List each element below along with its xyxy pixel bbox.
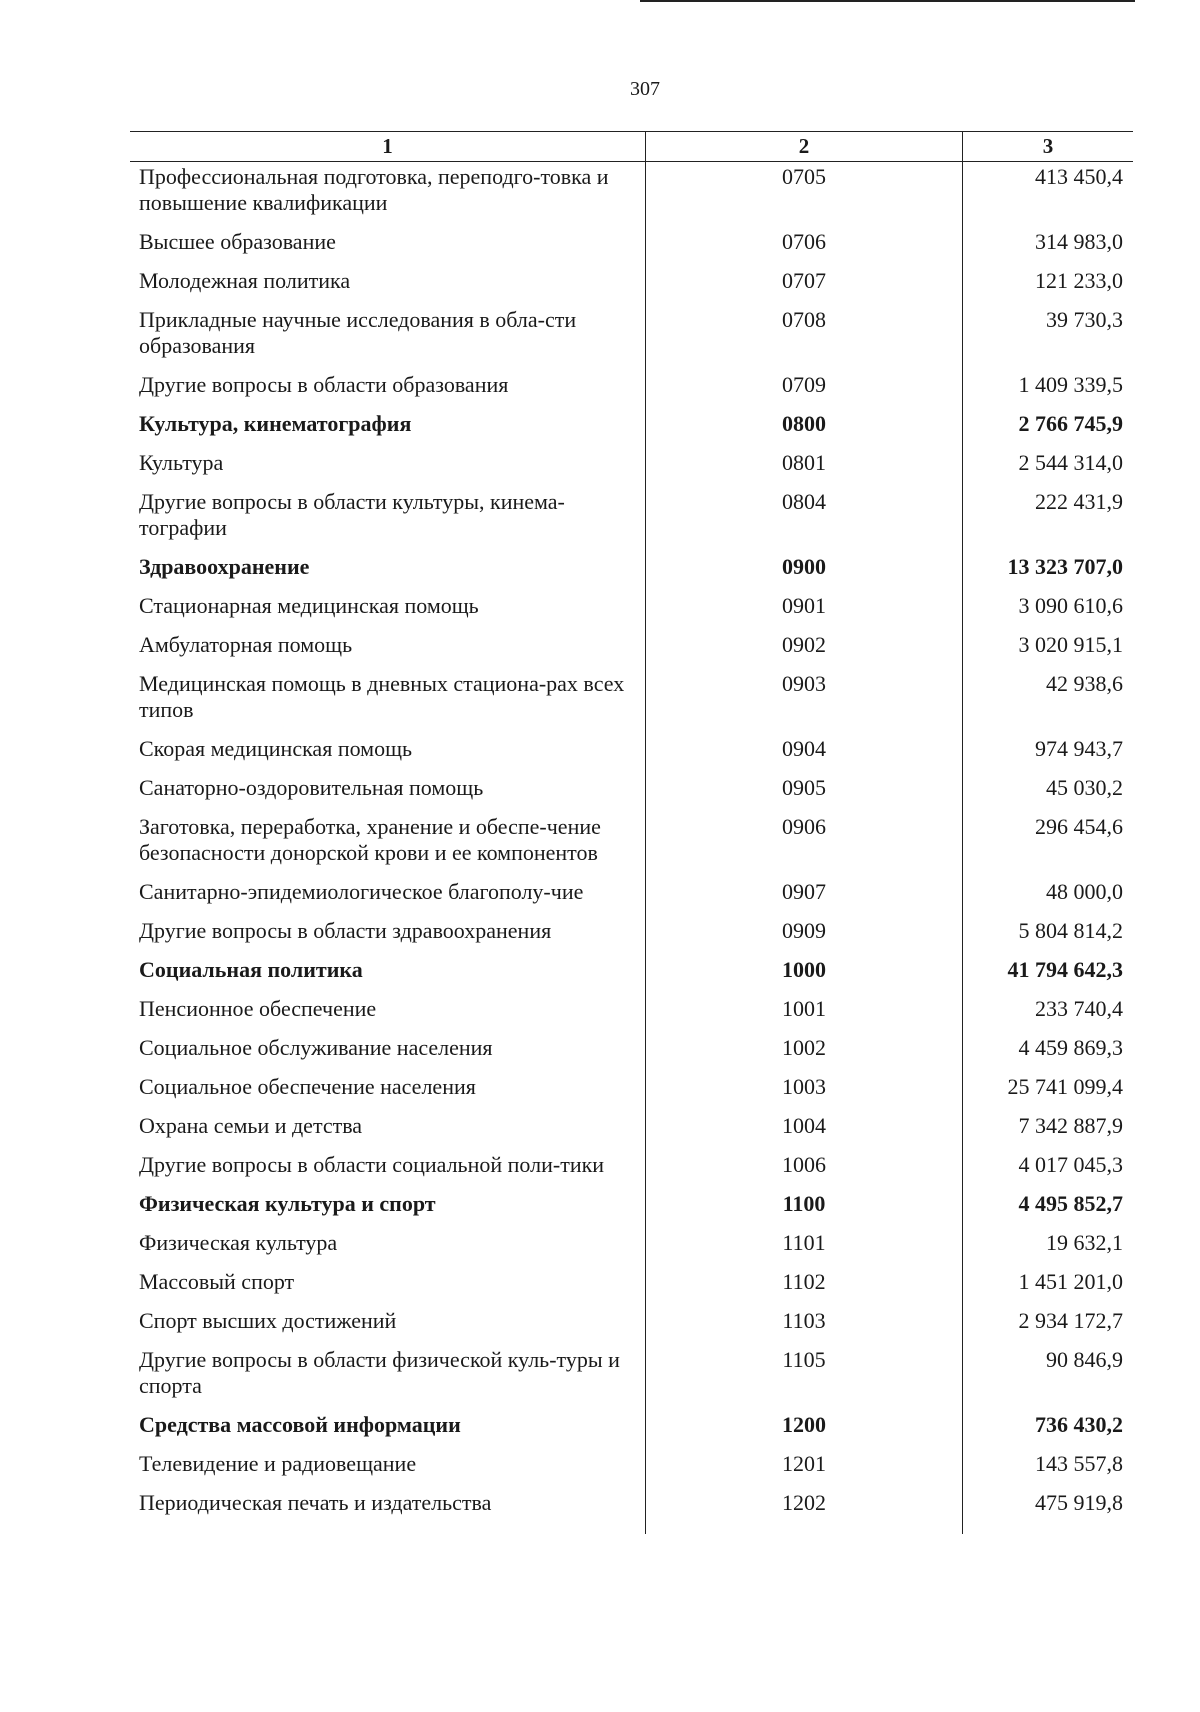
row-name-cell: Стационарная медицинская помощь [139,593,479,618]
row-name-cell: Другие вопросы в области социальной поли-тики [139,1152,605,1177]
row-code-cell: 1100 [645,1189,962,1228]
table-row [130,1033,1133,1072]
row-name-cell: Скорая медицинская помощь [139,736,413,761]
section-row [130,1189,1133,1228]
row-amount-cell: 13 323 707,0 [962,552,1133,591]
row-amount-cell: 121 233,0 [962,266,1133,305]
row-amount-cell: 296 454,6 [962,812,1133,877]
row-amount-cell: 736 430,2 [962,1410,1133,1449]
row-code-cell: 1202 [645,1488,962,1534]
row-code-cell: 0907 [645,877,962,916]
row-amount-cell: 974 943,7 [962,734,1133,773]
row-amount-cell: 143 557,8 [962,1449,1133,1488]
section-row [130,1410,1133,1449]
table-row [130,1150,1133,1189]
row-name-cell: Телевидение и радиовещание [139,1451,417,1476]
row-name-cell: Пенсионное обеспечение [139,996,377,1021]
table-row [130,1228,1133,1267]
row-amount-cell: 314 983,0 [962,227,1133,266]
top-edge-line [640,0,1135,2]
row-code-cell: 1200 [645,1410,962,1449]
row-amount-cell: 2 544 314,0 [962,448,1133,487]
section-row [130,409,1133,448]
row-name-cell: Санитарно-эпидемиологическое благополу-чие [139,879,584,904]
row-code-cell: 1101 [645,1228,962,1267]
column-header-3: 3 [962,132,1133,161]
row-code-cell: 0708 [645,305,962,370]
table-row [130,669,1133,734]
table-row [130,1345,1133,1410]
row-name-cell: Прикладные научные исследования в обла-сти образования [139,307,577,358]
row-amount-cell: 4 017 045,3 [962,1150,1133,1189]
row-name-cell: Социальная политика [139,957,363,982]
table-body [130,162,1133,1534]
table-row [130,1072,1133,1111]
row-code-cell: 0909 [645,916,962,955]
row-code-cell: 1102 [645,1267,962,1306]
row-name-cell: Заготовка, переработка, хранение и обеспе-чение безопасности донорской крови и ее компонентов [139,814,601,865]
row-name-cell: Периодическая печать и издательства [139,1490,492,1515]
row-name-cell: Другие вопросы в области образования [139,372,509,397]
table-row [130,773,1133,812]
page-number: 307 [630,78,660,100]
row-code-cell: 0709 [645,370,962,409]
row-code-cell: 1000 [645,955,962,994]
row-code-cell: 0902 [645,630,962,669]
row-amount-cell: 233 740,4 [962,994,1133,1033]
row-code-cell: 1002 [645,1033,962,1072]
table-row [130,227,1133,266]
table-row [130,1306,1133,1345]
column-header-1: 1 [382,134,393,158]
row-amount-cell: 413 450,4 [962,162,1133,227]
row-amount-cell: 475 919,8 [962,1488,1133,1534]
row-name-cell: Средства массовой информации [139,1412,461,1437]
row-name-cell: Амбулаторная помощь [139,632,353,657]
row-amount-cell: 2 766 745,9 [962,409,1133,448]
table-row [130,1267,1133,1306]
row-code-cell: 1003 [645,1072,962,1111]
row-amount-cell: 3 090 610,6 [962,591,1133,630]
row-code-cell: 0706 [645,227,962,266]
table-row [130,994,1133,1033]
row-code-cell: 0903 [645,669,962,734]
row-amount-cell: 42 938,6 [962,669,1133,734]
row-code-cell: 0906 [645,812,962,877]
row-name-cell: Спорт высших достижений [139,1308,397,1333]
row-name-cell: Физическая культура и спорт [139,1191,436,1216]
row-amount-cell: 25 741 099,4 [962,1072,1133,1111]
row-code-cell: 1001 [645,994,962,1033]
row-code-cell: 0900 [645,552,962,591]
row-amount-cell: 90 846,9 [962,1345,1133,1410]
table-row [130,916,1133,955]
row-name-cell: Санаторно-оздоровительная помощь [139,775,484,800]
row-code-cell: 0800 [645,409,962,448]
column-header-2: 2 [645,132,962,161]
section-row [130,955,1133,994]
table-row [130,1488,1133,1534]
row-amount-cell: 48 000,0 [962,877,1133,916]
row-amount-cell: 19 632,1 [962,1228,1133,1267]
table-row [130,877,1133,916]
table-row [130,305,1133,370]
row-amount-cell: 222 431,9 [962,487,1133,552]
row-code-cell: 0705 [645,162,962,227]
row-amount-cell: 1 451 201,0 [962,1267,1133,1306]
row-name-cell: Другие вопросы в области физической куль-туры и спорта [139,1347,620,1398]
row-name-cell: Социальное обеспечение населения [139,1074,476,1099]
row-name-cell: Высшее образование [139,229,336,254]
row-name-cell: Массовый спорт [139,1269,295,1294]
table-row [130,812,1133,877]
row-amount-cell: 2 934 172,7 [962,1306,1133,1345]
row-name-cell: Физическая культура [139,1230,338,1255]
row-amount-cell: 4 459 869,3 [962,1033,1133,1072]
table-row [130,591,1133,630]
section-row [130,552,1133,591]
table-row [130,1449,1133,1488]
row-name-cell: Культура, кинематография [139,411,412,436]
row-amount-cell: 39 730,3 [962,305,1133,370]
row-code-cell: 1004 [645,1111,962,1150]
row-name-cell: Культура [139,450,224,475]
row-code-cell: 1105 [645,1345,962,1410]
row-amount-cell: 4 495 852,7 [962,1189,1133,1228]
row-amount-cell: 3 020 915,1 [962,630,1133,669]
row-name-cell: Здравоохранение [139,554,310,579]
row-code-cell: 1006 [645,1150,962,1189]
row-name-cell: Другие вопросы в области здравоохранения [139,918,552,943]
row-code-cell: 0804 [645,487,962,552]
row-code-cell: 0904 [645,734,962,773]
budget-table [130,131,1133,1534]
table-row [130,1111,1133,1150]
row-code-cell: 0901 [645,591,962,630]
row-name-cell: Другие вопросы в области культуры, кинема-тографии [139,489,565,540]
row-code-cell: 1201 [645,1449,962,1488]
row-name-cell: Медицинская помощь в дневных стациона-рах всех типов [139,671,625,722]
table-row [130,734,1133,773]
row-code-cell: 0905 [645,773,962,812]
table-row [130,448,1133,487]
row-code-cell: 0801 [645,448,962,487]
table-row [130,162,1133,227]
row-code-cell: 0707 [645,266,962,305]
table-row [130,487,1133,552]
table-header [130,131,1133,162]
row-amount-cell: 41 794 642,3 [962,955,1133,994]
table-row [130,266,1133,305]
row-name-cell: Социальное обслуживание населения [139,1035,493,1060]
row-amount-cell: 45 030,2 [962,773,1133,812]
row-amount-cell: 7 342 887,9 [962,1111,1133,1150]
row-code-cell: 1103 [645,1306,962,1345]
table-row [130,370,1133,409]
row-amount-cell: 5 804 814,2 [962,916,1133,955]
row-name-cell: Охрана семьи и детства [139,1113,363,1138]
row-amount-cell: 1 409 339,5 [962,370,1133,409]
row-name-cell: Профессиональная подготовка, переподго-товка и повышение квалификации [139,164,609,215]
row-name-cell: Молодежная политика [139,268,351,293]
table-row [130,630,1133,669]
